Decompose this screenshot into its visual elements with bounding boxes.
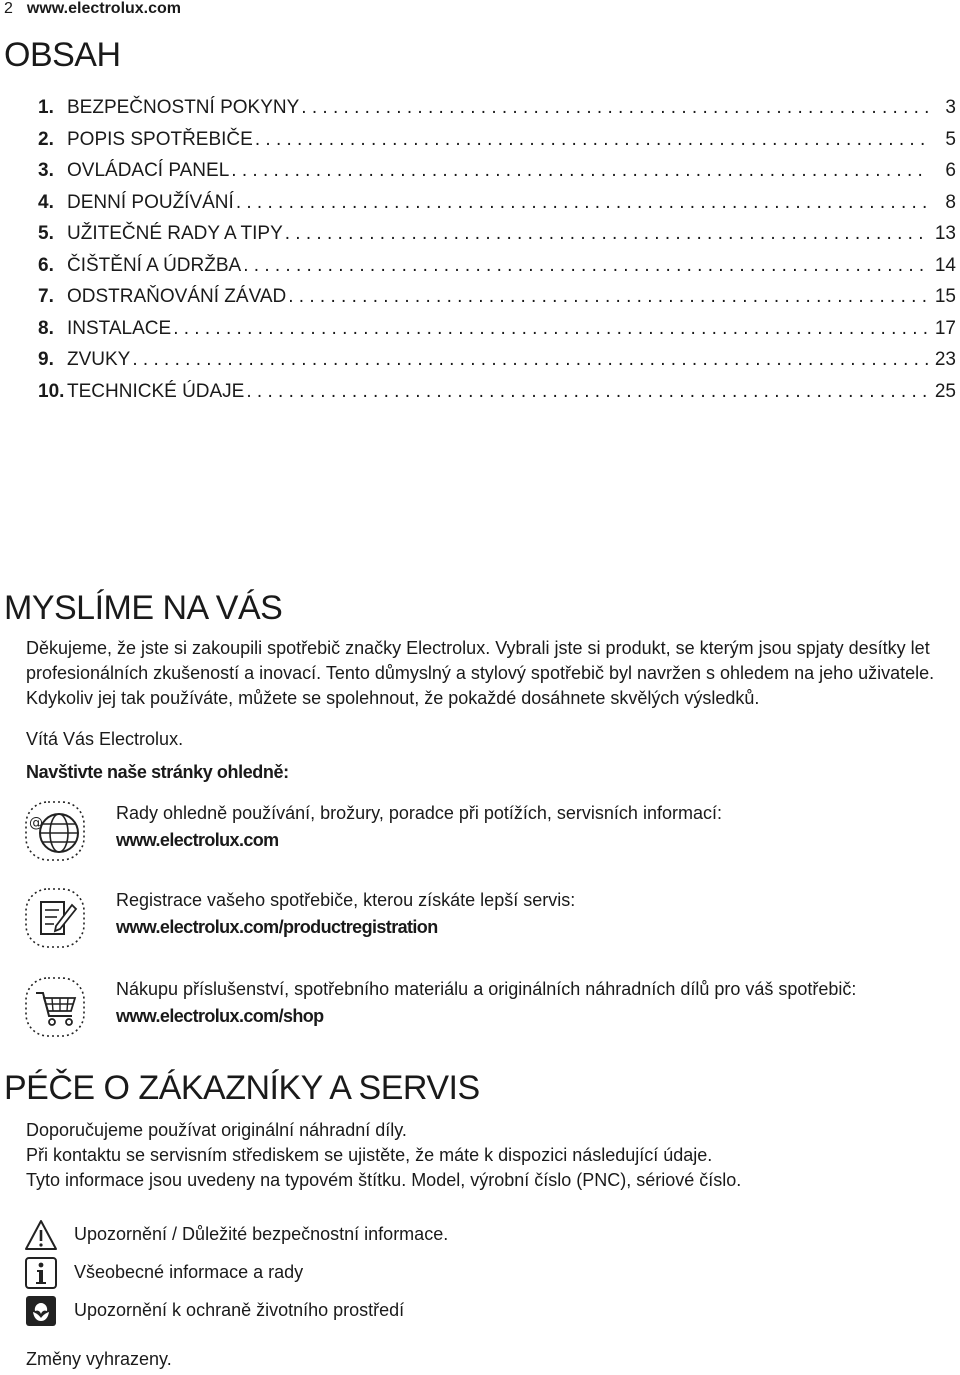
legend-text: Upozornění / Důležité bezpečnostní informace. <box>74 1224 449 1244</box>
toc-item[interactable] <box>38 349 956 381</box>
toc-item-title: ČIŠTĚNÍ A ÚDRŽBA <box>67 254 242 276</box>
toc-item[interactable] <box>38 97 956 129</box>
toc-item-page: 3 <box>945 97 956 118</box>
service-link[interactable]: www.electrolux.com/shop <box>116 1006 324 1026</box>
visit-heading: Navštivte naše stránky ohledně: <box>26 762 289 782</box>
care-text <box>26 1118 741 1193</box>
registration-pen-icon <box>24 887 86 949</box>
toc-item-number: 4. <box>38 191 54 213</box>
toc-item-page: 8 <box>945 191 956 213</box>
toc-leader-dots <box>236 192 928 214</box>
toc-item[interactable] <box>38 286 956 318</box>
toc-item-number: 7. <box>38 286 54 307</box>
toc-leader-dots <box>132 349 928 371</box>
service-description: Registrace vašeho spotřebiče, kterou získáte lepší servis: <box>116 890 576 910</box>
toc-item-number: 8. <box>38 317 54 339</box>
toc-item-number: 1. <box>38 97 54 118</box>
intro-paragraph <box>26 636 956 711</box>
toc-item-number: 2. <box>38 128 54 150</box>
toc-leader-dots <box>288 286 928 308</box>
toc-item-number: 3. <box>38 160 54 181</box>
table-of-contents <box>38 97 956 412</box>
toc-item-number: 10. <box>38 380 65 402</box>
toc-item-title: DENNÍ POUŽÍVÁNÍ <box>67 191 234 213</box>
legend-text: Upozornění k ochraně životního prostředí <box>74 1300 405 1320</box>
service-description: Rady ohledně používání, brožury, poradce při potížích, servisních informací: <box>116 803 722 823</box>
warning-icon <box>24 1218 58 1252</box>
toc-item-page: 15 <box>934 286 956 307</box>
service-link[interactable]: www.electrolux.com/productregistration <box>116 917 438 937</box>
legend-text: Všeobecné informace a rady <box>74 1262 304 1282</box>
toc-item[interactable] <box>38 223 956 255</box>
intro-text: Děkujeme, že jste si zakoupili spotřebič značky Electrolux. Vybrali jste si produkt, se kterým jsou spjaty desítky let profesionálních zkušeností a inovací. Tento důmyslný a stylový spotřebič byl navržen s ohledem na jeho uživatele. Kdykoliv jej tak používáte, můžete se spolehnout, že pokaždé dosáhnete skvělých výsledků. <box>26 638 935 708</box>
toc-leader-dots <box>246 381 928 403</box>
toc-item-number: 6. <box>38 254 54 276</box>
shopping-cart-icon <box>24 976 86 1038</box>
page-header <box>4 0 181 18</box>
toc-item[interactable] <box>38 255 956 287</box>
toc-item-title: ODSTRAŇOVÁNÍ ZÁVAD <box>67 286 287 307</box>
globe-at-icon <box>24 800 86 862</box>
toc-item-title: BEZPEČNOSTNÍ POKYNY <box>67 97 300 118</box>
page-number: 2 <box>4 0 13 17</box>
toc-leader-dots <box>243 255 928 277</box>
environment-icon <box>24 1294 58 1328</box>
service-link[interactable]: www.electrolux.com <box>116 830 279 850</box>
service-item-shop <box>24 976 954 1046</box>
toc-item-title: OVLÁDACÍ PANEL <box>67 160 230 181</box>
svg-text:@: @ <box>29 815 43 831</box>
toc-item-title: TECHNICKÉ ÚDAJE <box>67 380 245 402</box>
toc-title: OBSAH <box>4 36 121 74</box>
toc-item[interactable] <box>38 318 956 350</box>
toc-item[interactable] <box>38 160 956 192</box>
toc-item-page: 5 <box>945 128 956 150</box>
toc-leader-dots <box>255 129 928 151</box>
info-icon <box>24 1256 58 1290</box>
service-item-support <box>24 800 954 870</box>
welcome-text: Vítá Vás Electrolux. <box>26 729 184 749</box>
site-url[interactable]: www.electrolux.com <box>26 0 182 17</box>
toc-item-page: 6 <box>945 160 956 181</box>
care-line: Doporučujeme používat originální náhradní díly. <box>26 1120 407 1140</box>
service-item-registration <box>24 887 954 957</box>
section-title-thinking: MYSLÍME NA VÁS <box>4 589 283 627</box>
toc-leader-dots <box>301 97 928 119</box>
toc-item-page: 25 <box>934 380 956 402</box>
toc-item-title: UŽITEČNÉ RADY A TIPY <box>67 223 283 244</box>
toc-item-page: 17 <box>934 317 956 339</box>
toc-item-title: ZVUKY <box>67 349 131 370</box>
toc-item-page: 14 <box>934 254 956 276</box>
toc-item-number: 5. <box>38 223 54 244</box>
changes-note: Změny vyhrazeny. <box>26 1349 172 1369</box>
toc-item-number: 9. <box>38 349 54 370</box>
toc-item-title: POPIS SPOTŘEBIČE <box>67 128 253 150</box>
toc-leader-dots <box>285 223 928 245</box>
toc-item-page: 23 <box>934 349 956 370</box>
toc-item-page: 13 <box>934 223 956 244</box>
care-line: Při kontaktu se servisním střediskem se ujistěte, že máte k dispozici následující údaje. <box>26 1145 713 1165</box>
toc-item-title: INSTALACE <box>67 317 172 339</box>
toc-leader-dots <box>173 318 928 340</box>
service-description: Nákupu příslušenství, spotřebního materiálu a originálních náhradních dílů pro váš spotřebič: <box>116 979 857 999</box>
toc-leader-dots <box>231 160 928 182</box>
section-title-care: PÉČE O ZÁKAZNÍKY A SERVIS <box>4 1069 480 1107</box>
toc-item[interactable] <box>38 129 956 161</box>
toc-item[interactable] <box>38 192 956 224</box>
care-line: Tyto informace jsou uvedeny na typovém štítku. Model, výrobní číslo (PNC), sériové číslo. <box>26 1170 742 1190</box>
toc-item[interactable] <box>38 381 956 413</box>
